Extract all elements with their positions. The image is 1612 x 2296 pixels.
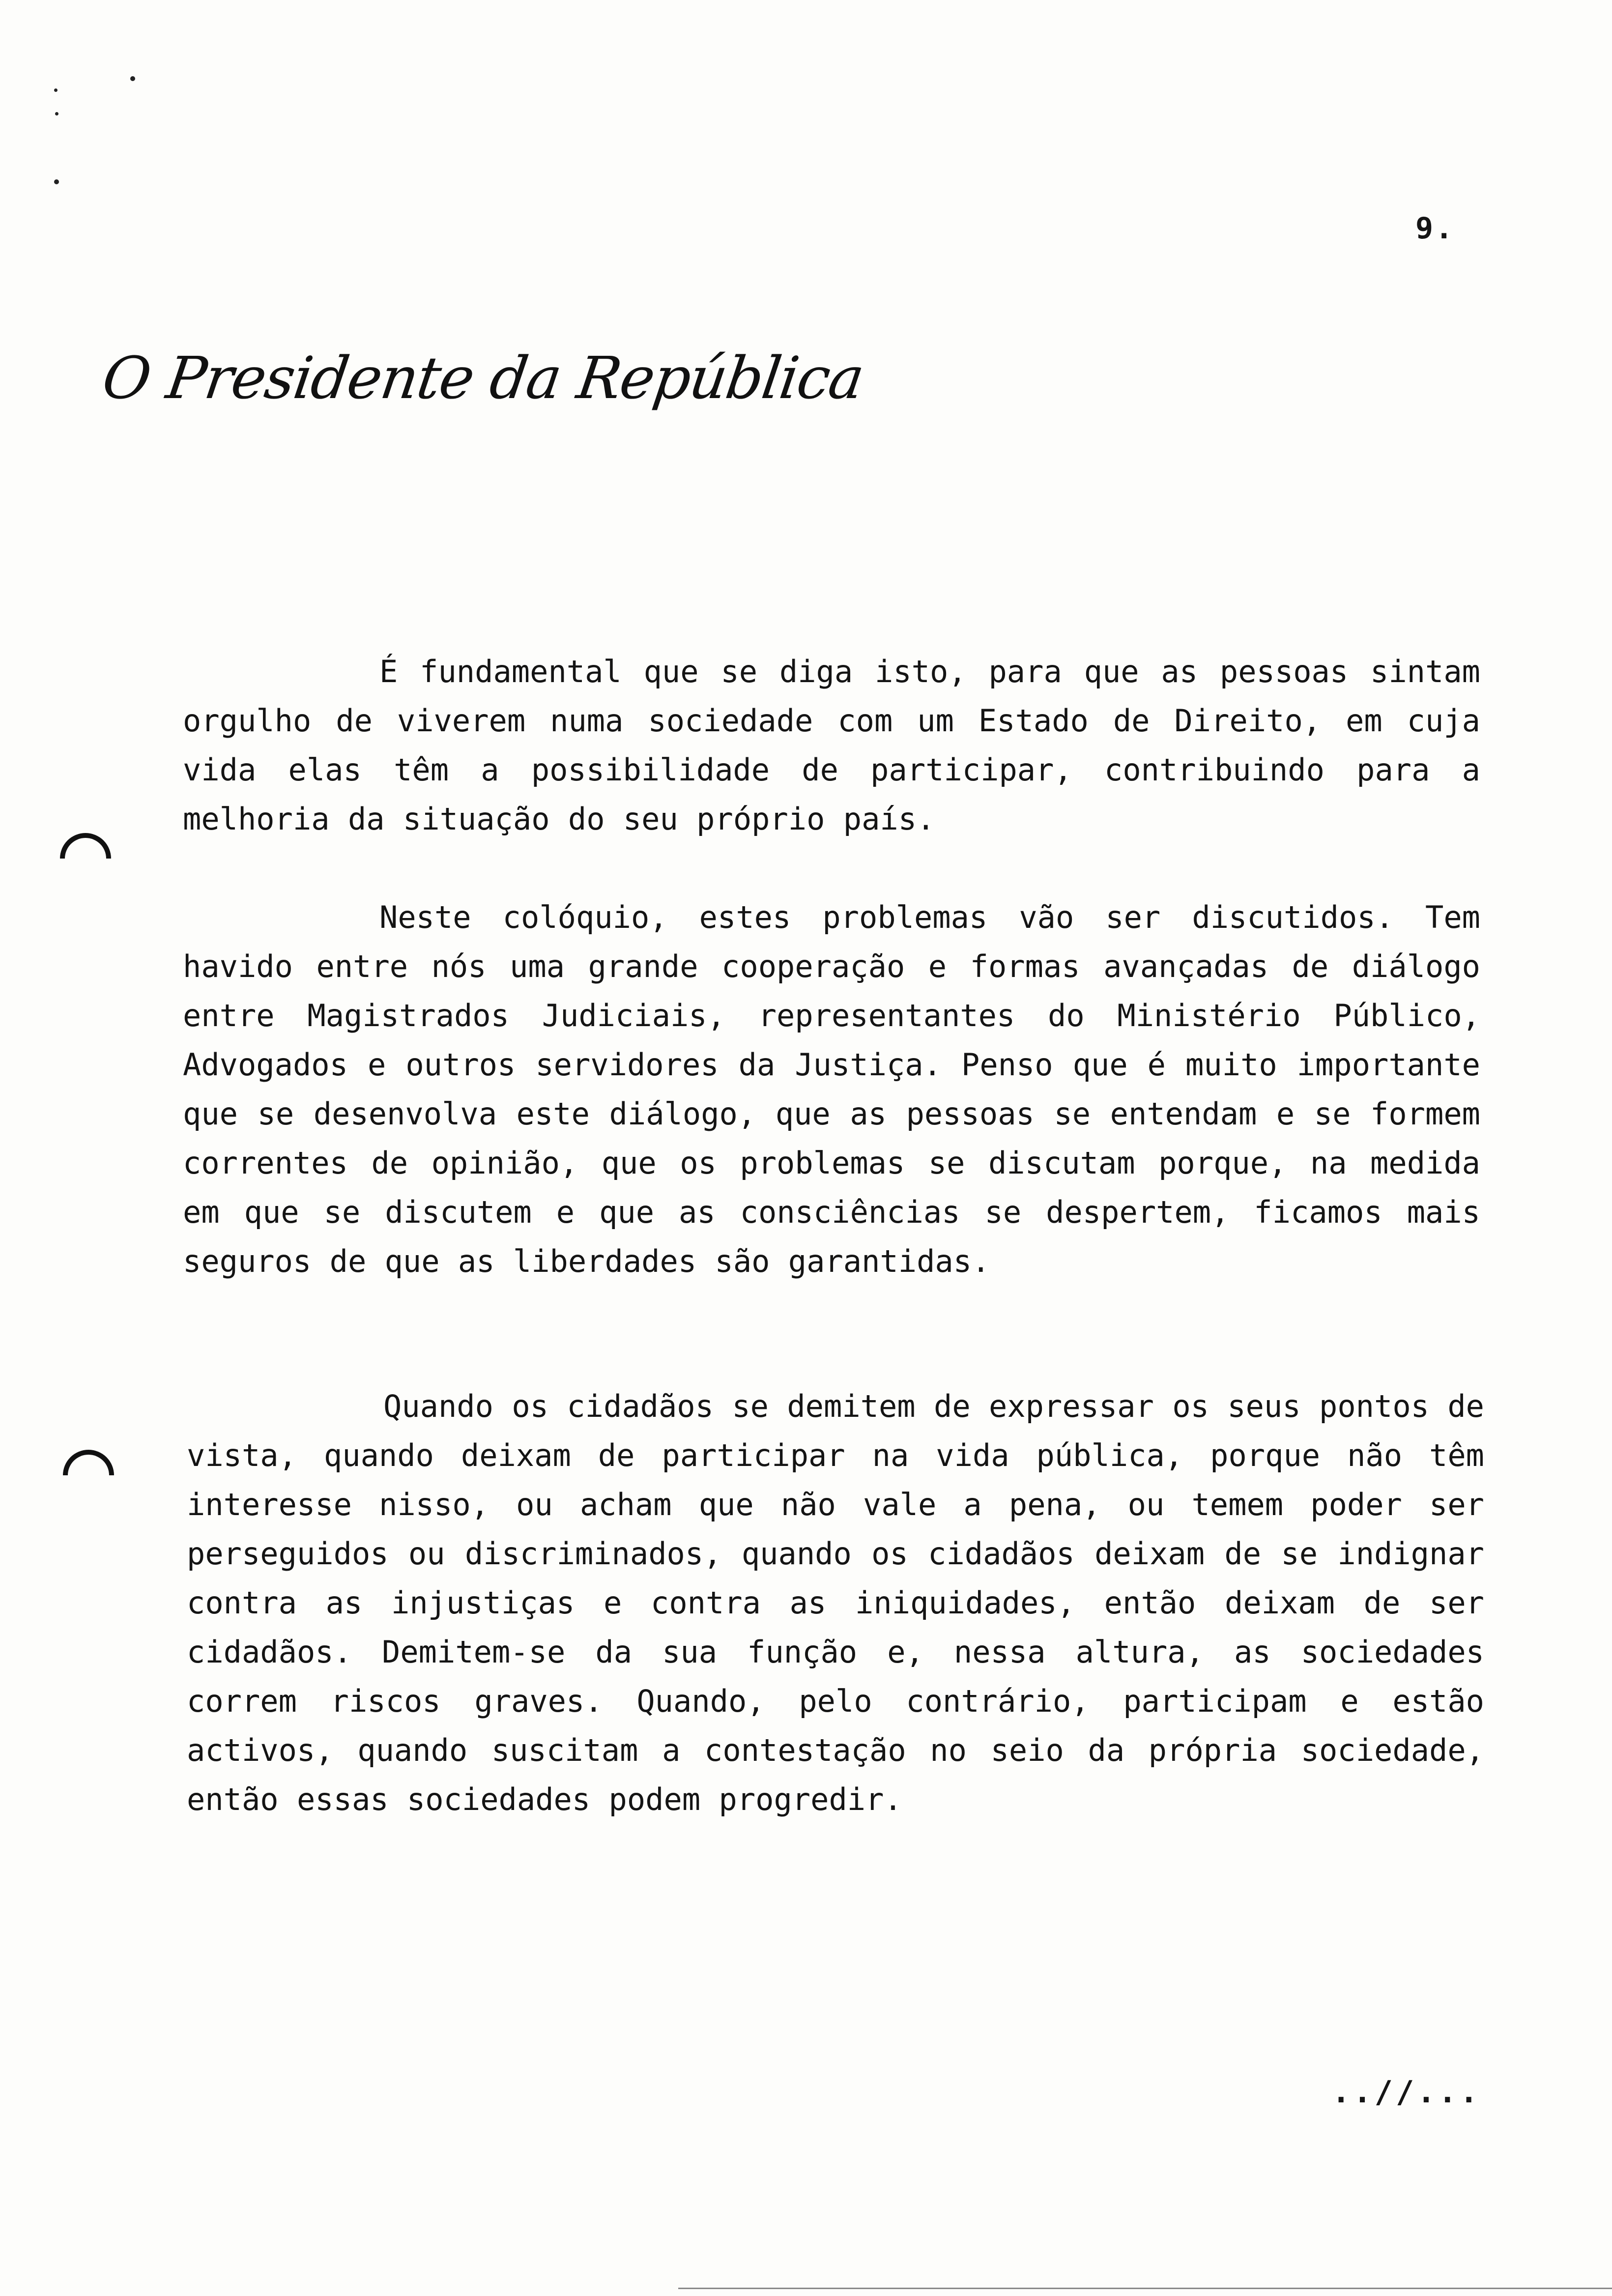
- punch-hole-mark: [63, 1450, 114, 1501]
- paragraph-2: Neste colóquio, estes problemas vão ser discutidos. Tem havido entre nós uma grande cooperação e formas avançadas de diálogo entre Magistrados Judiciais, representantes do Ministério Público, Advogados e outros servidores da Justiça. Penso que é muito importante que se desenvolva este diálogo, que as pessoas se entendam e se formem correntes de opinião, que os problemas se discutam porque, na medida em que se discutem e que as consciências se despertem, ficamos mais seguros de que as liberdades são garantidas.: [183, 899, 1480, 1279]
- scan-edge-line: [678, 2288, 1612, 2289]
- paragraph-1: É fundamental que se diga isto, para que as pessoas sintam orgulho de viverem numa sociedade com um Estado de Direito, em cuja vida elas têm a possibilidade de participar, contribuindo para a melhoria da situação do seu próprio país.: [183, 654, 1480, 837]
- punch-hole-mark: [60, 833, 111, 884]
- continuation-mark: ..//...: [1332, 2074, 1481, 2110]
- scan-speck: [54, 179, 59, 184]
- paragraph-3: Quando os cidadãos se demitem de expressar os seus pontos de vista, quando deixam de participar na vida pública, porque não têm interesse nisso, ou acham que não vale a pena, ou temem poder ser perseguidos ou discriminados, quando os cidadãos deixam de se indignar contra as injustiças e contra as iniquidades, então deixam de ser cidadãos. Demitem-se da sua função e, nessa altura, as sociedades correm riscos graves. Quando, pelo contrário, participam e estão activos, quando suscitam a contestação no seio da própria sociedade, então essas sociedades podem progredir.: [187, 1388, 1484, 1817]
- scan-speck: [55, 112, 58, 115]
- page-number: 9.: [1415, 211, 1455, 246]
- scan-speck: [54, 88, 58, 92]
- letterhead: O Presidente da República: [98, 344, 868, 412]
- scan-speck: [130, 76, 135, 81]
